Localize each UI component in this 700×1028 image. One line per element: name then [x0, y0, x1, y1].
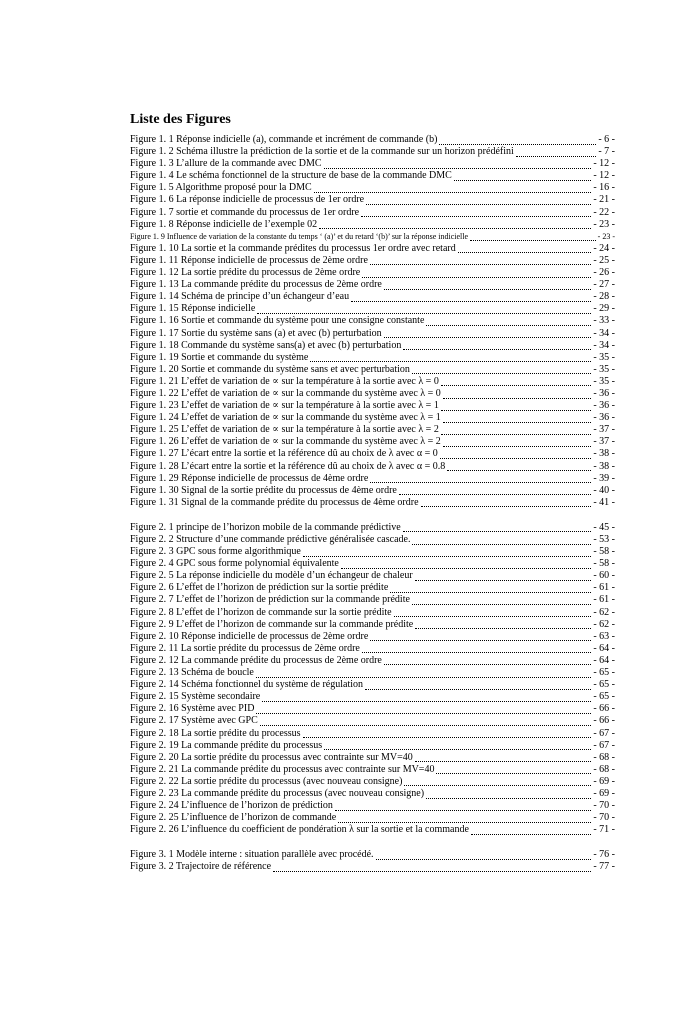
- figure-entry[interactable]: [130, 485, 615, 497]
- figure-title: Figure 1. 9 Influence de variation de la constante du temps ‘ (a)’ et du retard ‘(b)’ sur la réponse indicielle: [130, 231, 469, 241]
- figure-entry[interactable]: [130, 740, 615, 752]
- figure-page-number: - 35 -: [593, 375, 615, 387]
- dot-leader: [303, 548, 592, 557]
- figure-title: Figure 2. 12 La commande prédite du processus de 2ème ordre: [130, 654, 382, 666]
- figure-page-number: - 29 -: [593, 303, 615, 315]
- figure-title: Figure 3. 2 Trajectoire de référence: [130, 861, 272, 873]
- figure-group: [130, 134, 615, 509]
- figure-page-number: - 70 -: [593, 800, 615, 812]
- dot-leader: [441, 402, 592, 411]
- figure-title: Figure 2. 10 Réponse indicielle de processus de 2ème ordre: [130, 630, 369, 642]
- figure-entry[interactable]: [130, 715, 615, 727]
- figure-entry[interactable]: [130, 691, 615, 703]
- figure-entry[interactable]: [130, 752, 615, 764]
- figure-page-number: - 33 -: [593, 315, 615, 327]
- dot-leader: [394, 608, 592, 617]
- figure-title: Figure 1. 1 Réponse indicielle (a), commande et incrément de commande (b): [130, 134, 438, 145]
- figure-title: Figure 1. 26 L’effet de variation de ∝ sur la commande du système avec λ = 2: [130, 436, 441, 448]
- dot-leader: [443, 438, 592, 447]
- dot-leader: [415, 572, 592, 581]
- figure-page-number: - 38 -: [593, 460, 615, 472]
- figure-entry[interactable]: [130, 776, 615, 788]
- figure-title: Figure 1. 2 Schéma illustre la prédiction de la sortie et de la commande sur un horizon prédéfini: [130, 146, 514, 158]
- figure-page-number: - 61 -: [593, 582, 615, 594]
- figure-page-number: - 22 -: [593, 206, 615, 218]
- figure-page-number: - 36 -: [593, 387, 615, 399]
- figure-page-number: - 64 -: [593, 642, 615, 654]
- figure-page-number: - 69 -: [593, 775, 615, 787]
- figure-title: Figure 1. 19 Sortie et commande du système: [130, 351, 309, 363]
- figure-entry[interactable]: [130, 219, 615, 231]
- figure-page-number: - 40 -: [593, 484, 615, 496]
- figure-page-number: - 67 -: [593, 727, 615, 739]
- figure-entry[interactable]: [130, 534, 615, 546]
- dot-leader: [319, 220, 591, 229]
- dot-leader: [314, 184, 592, 193]
- dot-leader: [260, 717, 592, 726]
- figure-page-number: - 34 -: [593, 327, 615, 339]
- figure-page-number: - 62 -: [593, 618, 615, 630]
- dot-leader: [384, 329, 592, 338]
- dot-leader: [404, 777, 591, 786]
- figure-title: Figure 2. 9 L’effet de l’horizon de commande sur la commande prédite: [130, 618, 414, 630]
- figure-list: [130, 134, 615, 874]
- dot-leader: [310, 353, 591, 362]
- dot-leader: [471, 826, 591, 835]
- dot-leader: [256, 705, 591, 714]
- figure-title: Figure 1. 21 L’effet de variation de ∝ sur la température à la sortie avec λ = 0: [130, 375, 439, 387]
- dot-leader: [516, 148, 597, 157]
- figure-title: Figure 2. 14 Schéma fonctionnel du système de régulation: [130, 679, 364, 691]
- dot-leader: [454, 172, 591, 181]
- figure-page-number: - 35 -: [593, 351, 615, 363]
- figure-entry[interactable]: [130, 607, 615, 619]
- figure-title: Figure 2. 23 La commande prédite du processus (avec nouveau consigne): [130, 787, 425, 799]
- figure-title: Figure 1. 27 L’écart entre la sortie et la référence dû au choix de λ avec α = 0: [130, 448, 438, 460]
- figure-entry[interactable]: [130, 255, 615, 267]
- dot-leader: [412, 365, 591, 374]
- dot-leader: [335, 802, 591, 811]
- dot-leader: [436, 765, 591, 774]
- figure-entry[interactable]: [130, 679, 615, 691]
- figure-entry[interactable]: [130, 570, 615, 582]
- dot-leader: [439, 136, 596, 145]
- dot-leader: [256, 669, 591, 678]
- dot-leader: [324, 160, 592, 169]
- figure-entry[interactable]: [130, 303, 615, 315]
- figure-title: Figure 2. 18 La sortie prédite du processus: [130, 727, 301, 739]
- dot-leader: [421, 498, 592, 507]
- figure-entry[interactable]: [130, 582, 615, 594]
- figure-title: Figure 1. 16 Sortie et commande du système pour une consigne constante: [130, 315, 425, 327]
- figure-page-number: - 69 -: [593, 787, 615, 799]
- figure-title: Figure 2. 11 La sortie prédite du processus de 2ème ordre: [130, 642, 360, 654]
- figure-title: Figure 2. 8 L’effet de l’horizon de commande sur la sortie prédite: [130, 606, 392, 618]
- dot-leader: [384, 281, 591, 290]
- figure-title: Figure 1. 8 Réponse indicielle de l’exemple 02: [130, 218, 318, 230]
- figure-title: Figure 2. 4 GPC sous forme polynomial équivalente: [130, 558, 339, 570]
- figure-entry[interactable]: [130, 328, 615, 340]
- dot-leader: [370, 474, 591, 483]
- figure-page-number: - 45 -: [593, 521, 615, 533]
- figure-page-number: - 68 -: [593, 751, 615, 763]
- figure-entry[interactable]: [130, 800, 615, 812]
- figure-title: Figure 1. 15 Réponse indicielle: [130, 303, 256, 315]
- figure-entry[interactable]: [130, 522, 615, 534]
- dot-leader: [362, 644, 591, 653]
- figure-page-number: - 58 -: [593, 546, 615, 558]
- figure-entry[interactable]: [130, 182, 615, 194]
- dot-leader: [324, 741, 591, 750]
- figure-entry[interactable]: [130, 412, 615, 424]
- dot-leader: [384, 656, 591, 665]
- figure-title: Figure 2. 6 L’effet de l’horizon de prédiction sur la sortie prédite: [130, 582, 389, 594]
- figure-title: Figure 1. 7 sortie et commande du processus de 1er ordre: [130, 206, 360, 218]
- figure-page-number: - 77 -: [593, 861, 615, 873]
- dot-leader: [370, 632, 591, 641]
- figure-title: Figure 1. 31 Signal de la commande prédite du processus de 4ème ordre: [130, 496, 419, 508]
- figure-title: Figure 1. 10 La sortie et la commande prédites du processus 1er ordre avec retard: [130, 242, 456, 254]
- figure-entry[interactable]: [130, 243, 615, 255]
- figure-entry[interactable]: [130, 812, 615, 824]
- figure-page-number: - 24 -: [593, 242, 615, 254]
- figure-page-number: - 36 -: [593, 412, 615, 424]
- dot-leader: [443, 414, 592, 423]
- figure-page-number: - 35 -: [593, 363, 615, 375]
- figure-title: Figure 1. 6 La réponse indicielle de processus de 1er ordre: [130, 194, 365, 206]
- figure-entry[interactable]: [130, 424, 615, 436]
- figure-entry[interactable]: [130, 340, 615, 352]
- dot-leader: [470, 232, 596, 241]
- dot-leader: [365, 681, 591, 690]
- figure-page-number: - 38 -: [593, 448, 615, 460]
- page-title: Liste des Figures: [130, 112, 231, 127]
- dot-leader: [361, 208, 591, 217]
- figure-title: Figure 2. 5 La réponse indicielle du modèle d’un échangeur de chaleur: [130, 570, 413, 582]
- figure-title: Figure 2. 1 principe de l’horizon mobile de la commande prédictive: [130, 521, 401, 533]
- dot-leader: [262, 693, 591, 702]
- figure-entry[interactable]: [130, 315, 615, 327]
- figure-entry[interactable]: [130, 170, 615, 182]
- dot-leader: [440, 450, 592, 459]
- figure-title: Figure 1. 25 L’effet de variation de ∝ sur la température à la sortie avec λ = 2: [130, 424, 439, 436]
- figure-title: Figure 2. 16 Système avec PID: [130, 703, 255, 715]
- figure-entry[interactable]: [130, 279, 615, 291]
- figure-entry[interactable]: [130, 849, 615, 861]
- dot-leader: [399, 486, 591, 495]
- figure-page-number: - 65 -: [593, 679, 615, 691]
- figure-entry[interactable]: [130, 497, 615, 509]
- dot-leader: [403, 341, 591, 350]
- figure-entry[interactable]: [130, 473, 615, 485]
- dot-leader: [403, 523, 592, 532]
- figure-page-number: - 71 -: [593, 824, 615, 836]
- dot-leader: [426, 317, 591, 326]
- figure-title: Figure 2. 13 Schéma de boucle: [130, 667, 254, 679]
- figure-title: Figure 2. 3 GPC sous forme algorithmique: [130, 546, 301, 558]
- figure-page-number: - 53 -: [593, 534, 615, 545]
- figure-entry[interactable]: [130, 655, 615, 667]
- figure-page-number: - 37 -: [593, 436, 615, 448]
- dot-leader: [443, 390, 592, 399]
- figure-page-number: - 65 -: [593, 691, 615, 703]
- figure-page-number: - 23 -: [597, 231, 615, 241]
- figure-page-number: - 21 -: [593, 194, 615, 206]
- figure-title: Figure 1. 22 L’effet de variation de ∝ sur la commande du système avec λ = 0: [130, 387, 441, 399]
- figure-title: Figure 1. 13 La commande prédite du processus de 2ème ordre: [130, 279, 382, 291]
- figure-title: Figure 3. 1 Modèle interne : situation parallèle avec procédé.: [130, 849, 374, 861]
- figure-entry[interactable]: [130, 861, 615, 873]
- figure-group: [130, 522, 615, 836]
- figure-page-number: - 23 -: [593, 218, 615, 230]
- dot-leader: [412, 536, 591, 545]
- figure-group: [130, 849, 615, 873]
- figure-page-number: - 64 -: [593, 654, 615, 666]
- figure-page-number: - 16 -: [593, 182, 615, 194]
- dot-leader: [415, 753, 592, 762]
- figure-page-number: - 41 -: [593, 496, 615, 508]
- figure-entry[interactable]: [130, 388, 615, 400]
- figure-page-number: - 58 -: [593, 558, 615, 570]
- figure-page-number: - 66 -: [593, 715, 615, 727]
- figure-page-number: - 70 -: [593, 812, 615, 824]
- dot-leader: [376, 851, 592, 860]
- figure-page-number: - 60 -: [593, 570, 615, 582]
- figure-page-number: - 26 -: [593, 267, 615, 279]
- figure-page-number: - 27 -: [593, 279, 615, 291]
- figure-title: Figure 2. 19 La commande prédite du processus: [130, 739, 323, 751]
- figure-page-number: - 61 -: [593, 594, 615, 606]
- figure-entry[interactable]: [130, 631, 615, 643]
- dot-leader: [441, 426, 592, 435]
- figure-title: Figure 1. 24 L’effet de variation de ∝ sur la commande du système avec λ = 1: [130, 412, 441, 424]
- dot-leader: [415, 620, 591, 629]
- figure-entry[interactable]: [130, 146, 615, 158]
- figure-title: Figure 2. 21 La commande prédite du processus avec contrainte sur MV=40: [130, 763, 435, 775]
- dot-leader: [447, 462, 591, 471]
- figure-entry[interactable]: [130, 448, 615, 460]
- figure-title: Figure 1. 30 Signal de la sortie prédite du processus de 4ème ordre: [130, 484, 397, 496]
- figure-entry[interactable]: [130, 436, 615, 448]
- figure-entry[interactable]: [130, 158, 615, 170]
- figure-entry[interactable]: [130, 619, 615, 631]
- figure-entry[interactable]: [130, 194, 615, 206]
- figure-page-number: - 63 -: [593, 630, 615, 642]
- figure-entry[interactable]: [130, 400, 615, 412]
- figure-title: Figure 2. 17 Système avec GPC: [130, 715, 258, 727]
- dot-leader: [390, 584, 591, 593]
- figure-entry[interactable]: [130, 703, 615, 715]
- figure-title: Figure 2. 20 La sortie prédite du processus avec contrainte sur MV=40: [130, 751, 413, 763]
- figure-title: Figure 1. 4 Le schéma fonctionnel de la structure de base de la commande DMC: [130, 170, 452, 182]
- figure-page-number: - 6 -: [598, 134, 615, 145]
- dot-leader: [362, 269, 591, 278]
- figure-page-number: - 7 -: [598, 146, 615, 158]
- figure-entry[interactable]: [130, 207, 615, 219]
- figure-entry[interactable]: [130, 558, 615, 570]
- dot-leader: [441, 377, 592, 386]
- figure-entry[interactable]: [130, 352, 615, 364]
- dot-leader: [426, 790, 591, 799]
- figure-title: Figure 1. 20 Sortie et commande du système sans et avec perturbation: [130, 363, 410, 375]
- figure-page-number: - 36 -: [593, 400, 615, 412]
- figure-page-number: - 12 -: [593, 170, 615, 182]
- figure-entry[interactable]: [130, 728, 615, 740]
- figure-title: Figure 1. 29 Réponse indicielle de processus de 4ème ordre: [130, 472, 369, 484]
- figure-page-number: - 62 -: [593, 606, 615, 618]
- figure-page-number: - 76 -: [593, 849, 615, 861]
- figure-entry[interactable]: [130, 231, 615, 243]
- figure-title: Figure 2. 2 Structure d’une commande prédictive généralisée cascade.: [130, 534, 411, 545]
- dot-leader: [412, 596, 591, 605]
- figure-title: Figure 2. 7 L’effet de l’horizon de prédiction sur la commande prédite: [130, 594, 410, 606]
- figure-entry[interactable]: [130, 764, 615, 776]
- figure-title: Figure 2. 24 L’influence de l’horizon de prédiction: [130, 800, 333, 812]
- figure-title: Figure 1. 12 La sortie prédite du processus de 2ème ordre: [130, 267, 361, 279]
- figure-entry[interactable]: [130, 594, 615, 606]
- figure-page-number: - 28 -: [593, 291, 615, 303]
- figure-entry[interactable]: [130, 134, 615, 146]
- dot-leader: [370, 256, 591, 265]
- dot-leader: [366, 196, 591, 205]
- dot-leader: [303, 729, 592, 738]
- figure-entry[interactable]: [130, 376, 615, 388]
- figure-entry[interactable]: [130, 546, 615, 558]
- figure-title: Figure 1. 18 Commande du système sans(a) et avec (b) perturbation: [130, 339, 402, 351]
- dot-leader: [273, 863, 591, 872]
- figure-title: Figure 1. 3 L’allure de la commande avec DMC: [130, 158, 322, 170]
- figure-page-number: - 12 -: [593, 158, 615, 170]
- figure-title: Figure 1. 28 L’écart entre la sortie et la référence dû au choix de λ avec α = 0.8: [130, 460, 446, 472]
- figure-title: Figure 1. 14 Schéma de principe d’un échangeur d’eau: [130, 291, 350, 303]
- figure-entry[interactable]: [130, 364, 615, 376]
- figure-page-number: - 67 -: [593, 739, 615, 751]
- figure-entry[interactable]: [130, 788, 615, 800]
- figure-page-number: - 39 -: [593, 472, 615, 484]
- figure-entry[interactable]: [130, 461, 615, 473]
- figure-title: Figure 1. 11 Réponse indicielle de processus de 2ème ordre: [130, 254, 368, 266]
- figure-title: Figure 2. 25 L’influence de l’horizon de commande: [130, 812, 337, 824]
- figure-entry[interactable]: [130, 267, 615, 279]
- figure-title: Figure 1. 5 Algorithme proposé pour la DMC: [130, 182, 312, 194]
- figure-title: Figure 2. 26 L’influence du coefficient de pondération λ sur la sortie et la commande: [130, 824, 469, 836]
- figure-page-number: - 68 -: [593, 763, 615, 775]
- figure-entry[interactable]: [130, 643, 615, 655]
- figure-title: Figure 1. 17 Sortie du système sans (a) et avec (b) perturbation: [130, 327, 382, 339]
- figure-title: Figure 2. 15 Système secondaire: [130, 691, 261, 703]
- dot-leader: [341, 560, 591, 569]
- dot-leader: [351, 293, 591, 302]
- figure-entry[interactable]: [130, 667, 615, 679]
- figure-entry[interactable]: [130, 824, 615, 836]
- dot-leader: [458, 244, 592, 253]
- dot-leader: [257, 305, 591, 314]
- figure-page-number: - 34 -: [593, 339, 615, 351]
- figure-entry[interactable]: [130, 291, 615, 303]
- figure-page-number: - 66 -: [593, 703, 615, 715]
- figure-page-number: - 65 -: [593, 667, 615, 679]
- figure-page-number: - 25 -: [593, 254, 615, 266]
- figure-title: Figure 2. 22 La sortie prédite du processus (avec nouveau consigne): [130, 775, 403, 787]
- figure-title: Figure 1. 23 L’effet de variation de ∝ sur la température à la sortie avec λ = 1: [130, 400, 439, 412]
- figure-page-number: - 37 -: [593, 424, 615, 436]
- dot-leader: [338, 814, 591, 823]
